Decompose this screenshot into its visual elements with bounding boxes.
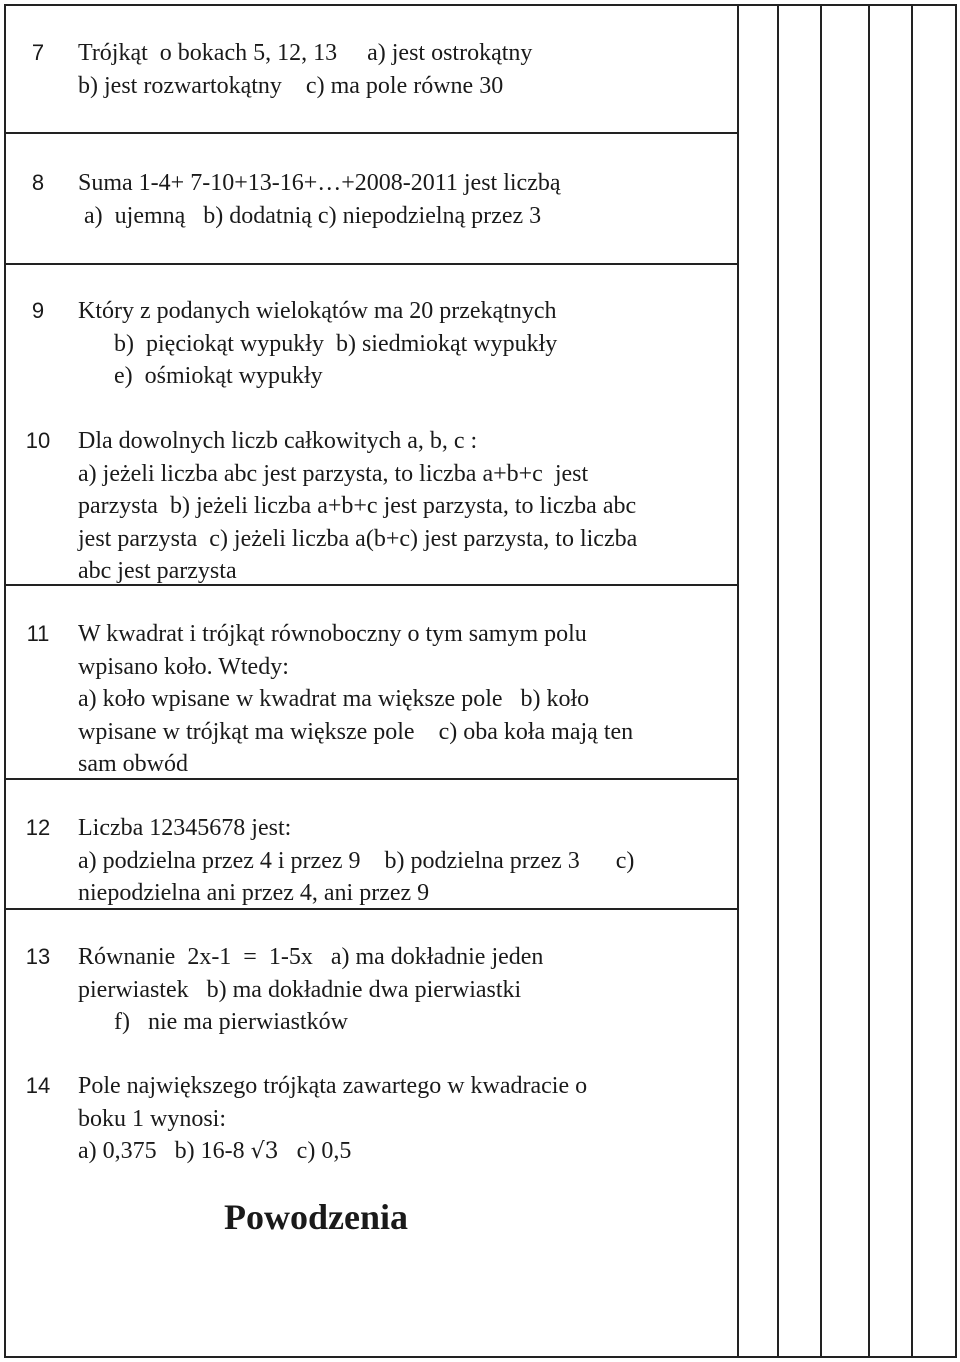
question-line: niepodzielna ani przez 4, ani przez 9 xyxy=(78,880,430,906)
grid-line xyxy=(4,1356,957,1358)
question-line: e) ośmiokąt wypukły xyxy=(78,363,323,389)
answer-text: a) 0,375 b) 16-8 xyxy=(78,1138,251,1164)
question-line: parzysta b) jeżeli liczba a+b+c jest parzysta, to liczba abc xyxy=(78,493,637,519)
question-10 xyxy=(78,425,730,588)
question-8 xyxy=(78,167,730,232)
grid-line xyxy=(737,4,739,1358)
grid-line xyxy=(4,4,6,1358)
question-line: pierwiastek b) ma dokładnie dwa pierwiastki xyxy=(78,976,522,1003)
question-line: Suma 1-4+ 7-10+13-16+…+2008-2011 jest liczbą xyxy=(78,170,561,196)
question-line: Dla dowolnych liczb całkowitych a, b, c : xyxy=(78,428,478,454)
question-line: W kwadrat i trójkąt równoboczny o tym samym polu xyxy=(78,621,587,647)
question-12 xyxy=(78,812,730,910)
question-line: Pole największego trójkąta zawartego w kwadracie o xyxy=(78,1073,588,1099)
question-line: wpisane w trójkąt ma większe pole c) oba koła mają ten xyxy=(78,718,634,745)
question-14 xyxy=(78,1070,730,1169)
question-line: a) jeżeli liczba abc jest parzysta, to liczba a+b+c jest xyxy=(78,460,589,487)
question-line: Równanie 2x-1 = 1-5x a) ma dokładnie jeden xyxy=(78,944,544,970)
grid-line xyxy=(868,4,870,1358)
question-line: Liczba 12345678 jest: xyxy=(78,815,292,841)
question-number: 14 xyxy=(25,1073,51,1098)
answer-text: c) 0,5 xyxy=(278,1138,352,1164)
question-line: b) jest rozwartokątny c) ma pole równe 30 xyxy=(78,72,504,99)
question-number: 10 xyxy=(25,428,51,453)
footer-greeting: Powodzenia xyxy=(224,1197,408,1237)
question-line: abc jest parzysta xyxy=(78,558,237,584)
grid-line xyxy=(911,4,913,1358)
question-line: boku 1 wynosi: xyxy=(78,1105,227,1132)
question-line: Trójkąt o bokach 5, 12, 13 a) jest ostrokątny xyxy=(78,40,533,66)
question-line xyxy=(78,1135,730,1169)
question-line: Który z podanych wielokątów ma 20 przekątnych xyxy=(78,298,557,324)
question-13 xyxy=(78,941,730,1039)
square-root-icon: √ xyxy=(250,1139,265,1164)
grid-line xyxy=(955,4,957,1358)
grid-line xyxy=(4,263,738,265)
question-number: 11 xyxy=(26,621,50,646)
question-line: a) podzielna przez 4 i przez 9 b) podzielna przez 3 c) xyxy=(78,847,635,874)
question-line: f) nie ma pierwiastków xyxy=(78,1009,348,1035)
question-7 xyxy=(78,37,730,102)
grid-line xyxy=(4,132,738,134)
question-line: a) ujemną b) dodatnią c) niepodzielną przez 3 xyxy=(78,202,542,229)
question-number: 12 xyxy=(25,815,51,840)
question-line: b) pięciokąt wypukły b) siedmiokąt wypukły xyxy=(78,330,558,357)
question-line: wpisano koło. Wtedy: xyxy=(78,653,289,680)
question-line: sam obwód xyxy=(78,751,188,777)
question-number: 7 xyxy=(31,40,45,65)
grid-line xyxy=(4,4,957,6)
question-number: 8 xyxy=(31,170,45,195)
question-11 xyxy=(78,618,730,781)
question-9 xyxy=(78,295,730,393)
grid-line xyxy=(777,4,779,1358)
question-line: jest parzysta c) jeżeli liczba a(b+c) jest parzysta, to liczba xyxy=(78,525,638,552)
question-number: 9 xyxy=(31,298,45,323)
radicand: 3 xyxy=(264,1139,279,1164)
grid-line xyxy=(820,4,822,1358)
question-line: a) koło wpisane w kwadrat ma większe pole b) koło xyxy=(78,686,590,712)
question-number: 13 xyxy=(25,944,51,969)
